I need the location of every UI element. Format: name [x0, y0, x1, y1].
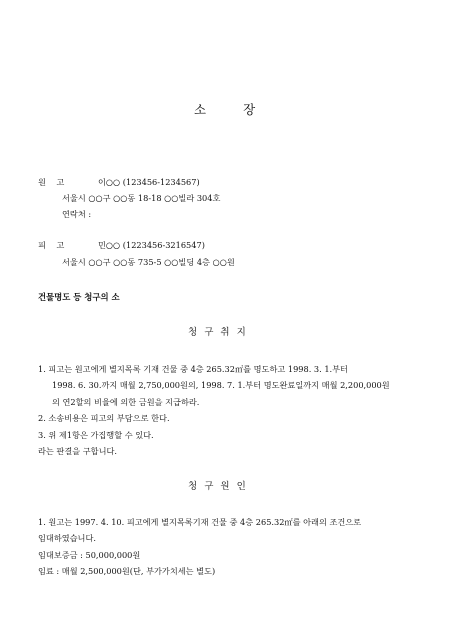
- claim-purpose-heading: 청 구 취 지: [188, 327, 248, 338]
- title-char-1: 소: [194, 102, 208, 117]
- defendant-role: 피 고: [38, 240, 65, 250]
- plaintiff-role: 원 고: [38, 177, 65, 187]
- defendant-address: 서울시 ○○구 ○○동 735-5 ○○빌딩 4층 ○○원: [62, 257, 235, 267]
- claim-purpose-line: 3. 위 제1항은 가집행할 수 있다.: [38, 430, 154, 440]
- plaintiff-contact: 연락처 :: [62, 209, 92, 219]
- claim-cause-line: 임대보증금 : 50,000,000원: [38, 550, 141, 560]
- plaintiff-address: 서울시 ○○구 ○○동 18-18 ○○빌라 304호: [62, 193, 221, 203]
- claim-cause-line: 1. 원고는 1997. 4. 10. 피고에게 별지목록기재 건물 중 4층 265.32㎡를 아래의 조건으로: [38, 517, 362, 527]
- claim-purpose-line: 2. 소송비용은 피고의 부담으로 한다.: [38, 413, 170, 423]
- claim-cause-line: 임료 : 매월 2,500,000원(단, 부가가치세는 별도): [38, 566, 216, 576]
- claim-cause-heading: 청 구 원 인: [188, 481, 248, 492]
- title-char-2: 장: [243, 102, 257, 117]
- claim-purpose-line: 1. 피고는 원고에게 별지목록 기재 건물 중 4층 265.32㎡를 명도하고 1998. 3. 1.부터: [38, 364, 348, 374]
- plaintiff-name-id: 이○○ (123456-1234567): [98, 177, 200, 187]
- document-title: [194, 104, 256, 117]
- case-title: 건물명도 등 청구의 소: [38, 292, 120, 302]
- claim-purpose-line: 1998. 6. 30.까지 매월 2,750,000원의, 1998. 7. 1.부터 명도완료일까지 매월 2,200,000원: [52, 380, 390, 390]
- claim-purpose-line: 의 연2할의 비율에 의한 금원을 지급하라.: [52, 397, 200, 407]
- defendant-name-id: 민○○ (1223456-3216547): [98, 240, 205, 250]
- claim-purpose-line: 라는 판결을 구합니다.: [38, 446, 117, 456]
- claim-cause-line: 임대하였습니다.: [38, 533, 96, 543]
